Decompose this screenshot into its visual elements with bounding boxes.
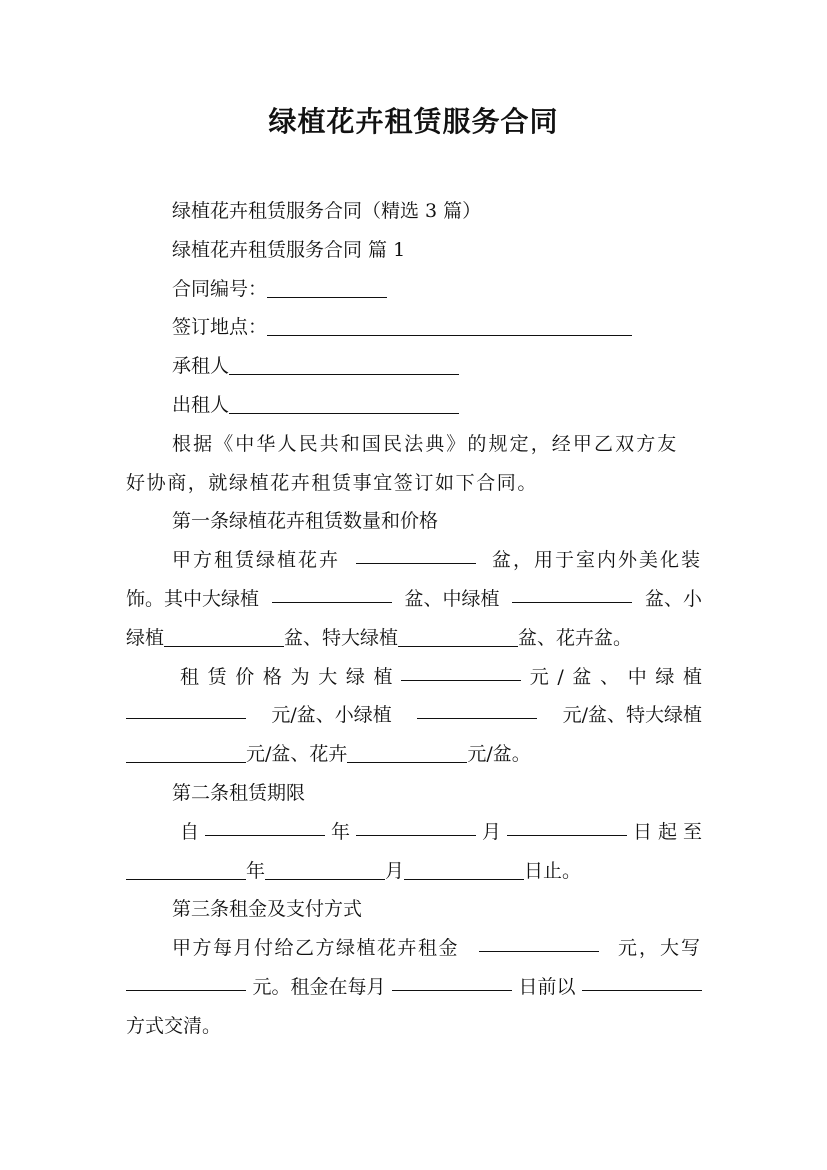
start-day-blank bbox=[507, 813, 627, 836]
xl-price-blank bbox=[126, 740, 246, 763]
payment-day-blank bbox=[392, 968, 512, 991]
medium-plant-blank bbox=[512, 580, 632, 603]
article-2-line-1 bbox=[126, 813, 702, 852]
article-1-line-2 bbox=[126, 580, 702, 619]
document-body bbox=[126, 192, 702, 1046]
sign-place-label: 签订地点： bbox=[172, 316, 268, 339]
xl-plant-blank bbox=[398, 624, 518, 647]
text-segment: 盆、特大绿植 bbox=[284, 626, 399, 649]
char: 绿 bbox=[345, 665, 365, 688]
rent-in-words-blank bbox=[126, 968, 246, 991]
char: 年 bbox=[330, 820, 350, 843]
char: 格 bbox=[262, 665, 282, 688]
lessee-line bbox=[126, 347, 702, 386]
subtitle: 绿植花卉租赁服务合同（精选 3 篇） bbox=[172, 200, 482, 222]
char: 价 bbox=[235, 665, 255, 688]
char: 为 bbox=[290, 665, 310, 688]
char: 月 bbox=[481, 820, 501, 843]
char: 赁 bbox=[207, 665, 227, 688]
contract-number-label: 合同编号： bbox=[172, 277, 268, 300]
text-segment: 元/盆。 bbox=[467, 743, 531, 766]
char: 日 bbox=[632, 820, 652, 843]
text-segment: 元/盆、小绿植 bbox=[271, 704, 392, 727]
end-year-blank bbox=[126, 857, 246, 880]
payment-method-blank bbox=[582, 968, 702, 991]
text-segment: 盆，用于室内外美化装 bbox=[491, 549, 702, 572]
end-day-blank bbox=[404, 857, 524, 880]
article-1-price-line-1 bbox=[126, 658, 702, 697]
total-pots-blank bbox=[356, 541, 476, 564]
section-heading: 绿植花卉租赁服务合同 篇 1 bbox=[172, 238, 406, 261]
char: 租 bbox=[180, 665, 200, 688]
char: 起 bbox=[657, 820, 677, 843]
text-segment: 日前以 bbox=[518, 975, 576, 998]
article-2-line-2 bbox=[126, 852, 702, 891]
char: 植 bbox=[373, 665, 393, 688]
contract-number-line bbox=[126, 270, 702, 309]
article-1-line-1 bbox=[126, 541, 702, 580]
char: 大 bbox=[318, 665, 338, 688]
char: 至 bbox=[682, 820, 702, 843]
char: 植 bbox=[682, 665, 702, 688]
article-1-title: 第一条绿植花卉租赁数量和价格 bbox=[172, 510, 439, 533]
char: 自 bbox=[180, 820, 200, 843]
text-segment: 元，大写 bbox=[617, 937, 702, 960]
article-2-title: 第二条租赁期限 bbox=[172, 781, 306, 804]
char: 、 bbox=[600, 665, 620, 688]
large-price-blank bbox=[401, 658, 521, 681]
contract-number-blank bbox=[267, 275, 387, 298]
lessor-blank bbox=[229, 391, 459, 414]
text-segment: 盆、中绿植 bbox=[404, 587, 500, 610]
lessor-label: 出租人 bbox=[172, 393, 230, 416]
lessee-label: 承租人 bbox=[172, 355, 230, 378]
char: 盆 bbox=[572, 665, 592, 688]
article-1-price-line-2 bbox=[126, 696, 702, 735]
preamble-line-1: 根据《中华人民共和国民法典》的规定，经甲乙双方友 bbox=[172, 432, 679, 455]
lessor-line bbox=[126, 386, 702, 425]
sign-place-line bbox=[126, 308, 702, 347]
text-segment: 日止。 bbox=[524, 859, 582, 882]
text-segment: 元。租金在每月 bbox=[252, 975, 386, 998]
small-plant-blank bbox=[164, 624, 284, 647]
lessee-blank bbox=[229, 352, 459, 375]
article-1-price-line-3 bbox=[126, 735, 702, 774]
preamble-line-2: 好协商，就绿植花卉租赁事宜签订如下合同。 bbox=[126, 471, 539, 494]
start-month-blank bbox=[356, 813, 476, 836]
text-segment: 盆、小 bbox=[644, 587, 702, 610]
char: 绿 bbox=[655, 665, 675, 688]
article-1-line-3 bbox=[126, 619, 702, 658]
end-month-blank bbox=[265, 857, 385, 880]
flower-price-blank bbox=[347, 740, 467, 763]
char: 元 bbox=[529, 665, 549, 688]
small-price-blank bbox=[417, 696, 537, 719]
text-segment: 甲方租赁绿植花卉 bbox=[172, 549, 341, 572]
article-3-line-1 bbox=[126, 929, 702, 968]
text-segment: 盆、花卉盆。 bbox=[518, 626, 633, 649]
article-3-title: 第三条租金及支付方式 bbox=[172, 898, 363, 921]
medium-price-blank bbox=[126, 696, 246, 719]
char: 年 bbox=[246, 859, 266, 882]
char: 月 bbox=[385, 859, 405, 882]
char: 中 bbox=[627, 665, 647, 688]
text-segment: 甲方每月付给乙方绿植花卉租金 bbox=[172, 937, 460, 960]
text-segment: 元/盆、特大绿植 bbox=[562, 704, 702, 727]
text-segment: 绿植 bbox=[126, 626, 165, 649]
document-title: 绿植花卉租赁服务合同 bbox=[268, 105, 559, 138]
article-3-line-2 bbox=[126, 968, 702, 1007]
large-plant-blank bbox=[272, 580, 392, 603]
article-3-line-3: 方式交清。 bbox=[126, 1014, 222, 1037]
sign-place-blank bbox=[267, 313, 632, 336]
start-year-blank bbox=[205, 813, 325, 836]
char: / bbox=[557, 665, 564, 688]
text-segment: 元/盆、花卉 bbox=[246, 743, 348, 766]
monthly-rent-blank bbox=[479, 929, 599, 952]
text-segment: 饰。其中大绿植 bbox=[126, 587, 260, 610]
